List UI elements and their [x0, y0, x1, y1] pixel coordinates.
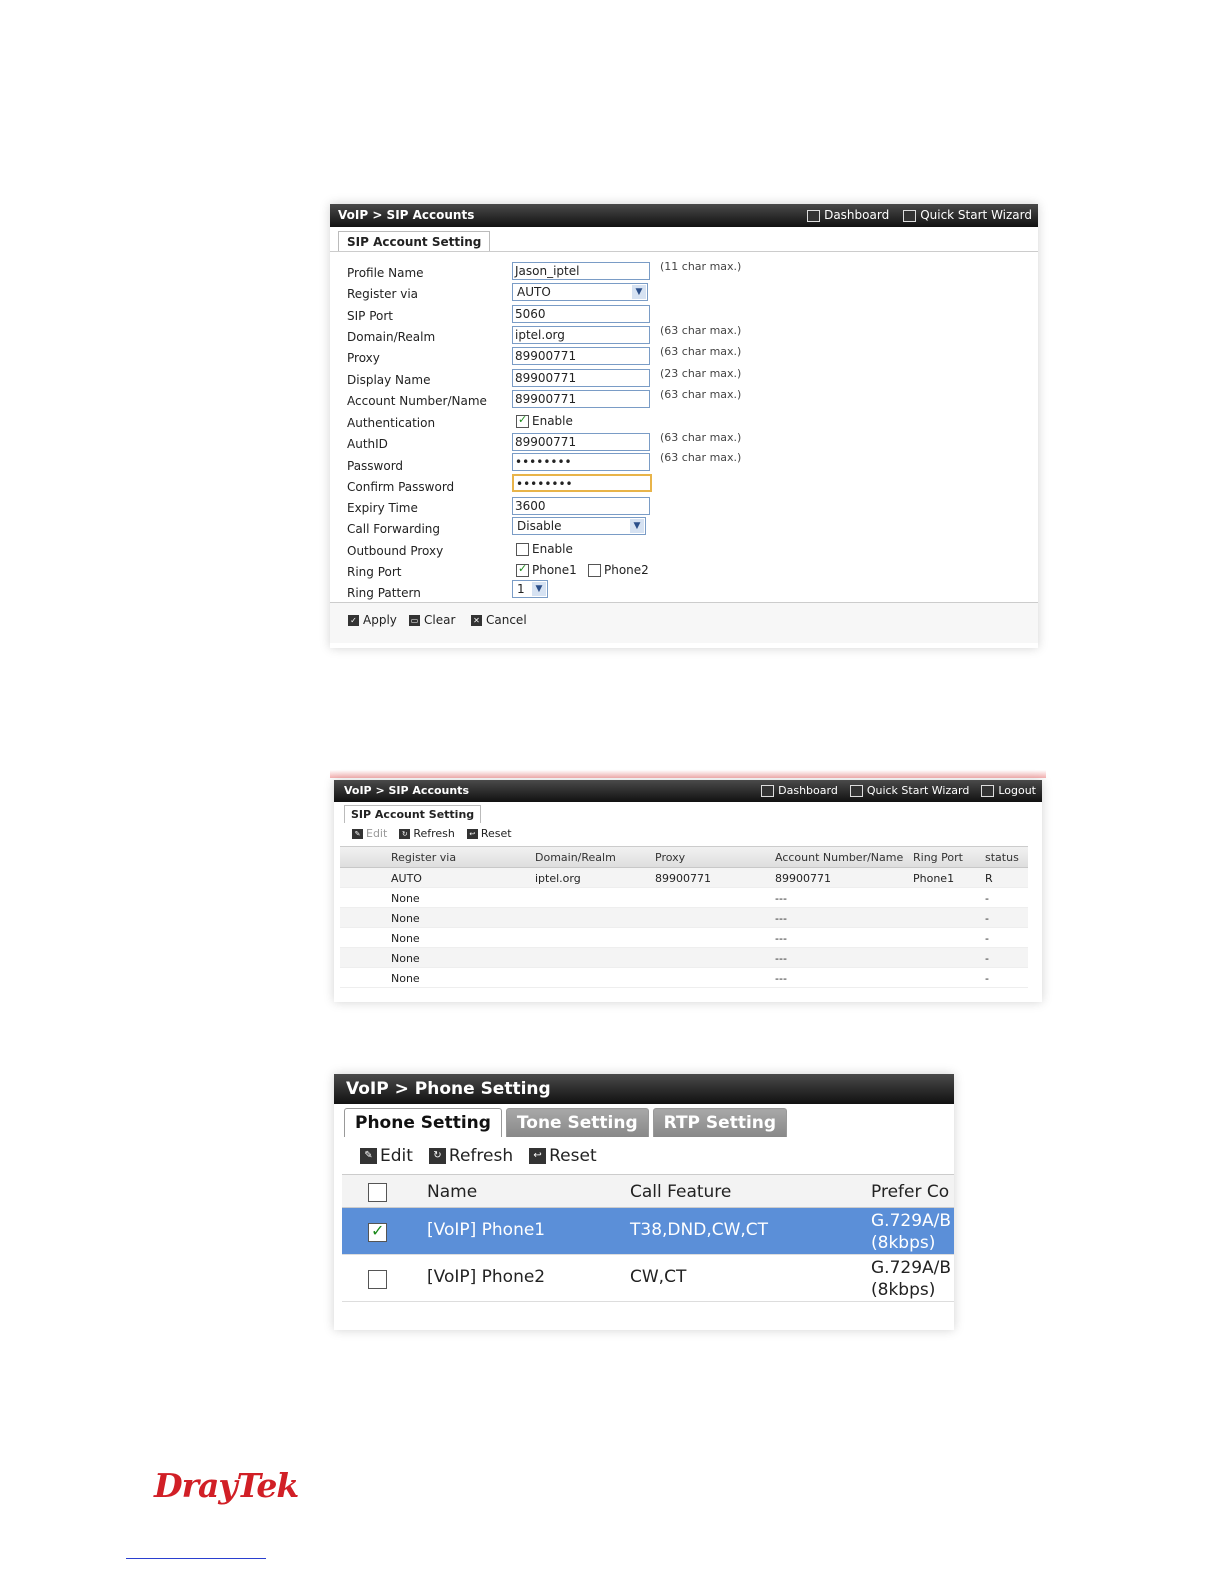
reset-label: Reset: [480, 827, 512, 840]
row-expiry: [347, 497, 1027, 518]
expiry-input[interactable]: 3600: [512, 497, 650, 515]
account-input[interactable]: 89900771: [512, 390, 650, 408]
checkbox-checked-icon: [516, 415, 529, 428]
cell-register-via: None: [391, 912, 420, 925]
cell-name: [VoIP] Phone2: [427, 1267, 546, 1287]
form-footer: [330, 602, 1038, 643]
label-sip-port: SIP Port: [347, 309, 393, 323]
dashboard-link[interactable]: [807, 204, 889, 227]
ring-port-phone2-checkbox[interactable]: [588, 563, 649, 577]
quick-start-wizard-link[interactable]: [903, 204, 1032, 227]
clear-icon: ▭: [410, 615, 419, 625]
cell-status: -: [985, 892, 989, 905]
clear-button[interactable]: [409, 613, 455, 627]
ring-pattern-value: 1: [517, 582, 525, 596]
checkbox-checked-icon: [516, 564, 529, 577]
title-bar: [334, 780, 1042, 802]
cell-status: -: [985, 932, 989, 945]
phone-tabs: [344, 1108, 787, 1137]
edit-button[interactable]: [360, 1146, 413, 1166]
cancel-label: Cancel: [486, 613, 527, 627]
cell-status: -: [985, 952, 989, 965]
cell-ring-port: Phone1: [913, 872, 955, 885]
hint-display-name: (23 char max.): [660, 367, 742, 380]
phone-table: [342, 1174, 954, 1302]
col-name[interactable]: Name: [427, 1182, 478, 1202]
ring-pattern-select[interactable]: [512, 580, 548, 598]
table-row[interactable]: [340, 948, 1028, 968]
call-forwarding-value: Disable: [517, 519, 562, 533]
row-confirm-password: [347, 474, 1027, 495]
row-profile-name: [347, 262, 1027, 283]
hint-account: (63 char max.): [660, 388, 742, 401]
cell-account: ---: [775, 912, 787, 925]
label-password: Password: [347, 459, 404, 473]
cell-name: [VoIP] Phone1: [427, 1220, 546, 1240]
label-authid: AuthID: [347, 437, 388, 451]
call-forwarding-select[interactable]: [512, 517, 646, 535]
cancel-button[interactable]: [471, 613, 527, 627]
col-ring-port[interactable]: Ring Port: [913, 851, 963, 864]
col-domain[interactable]: Domain/Realm: [535, 851, 616, 864]
phone-toolbar: [360, 1146, 597, 1166]
refresh-button[interactable]: [399, 827, 455, 840]
wizard-icon: [903, 210, 916, 222]
dashboard-link[interactable]: [761, 780, 838, 802]
tab-tone-setting[interactable]: Tone Setting: [506, 1108, 649, 1137]
tab-sip-account-setting[interactable]: SIP Account Setting: [344, 805, 481, 823]
table-row[interactable]: [342, 1208, 954, 1255]
wizard-label: Quick Start Wizard: [920, 208, 1032, 222]
label-outbound-proxy: Outbound Proxy: [347, 544, 444, 558]
phone1-option: Phone1: [532, 563, 577, 577]
outbound-proxy-option: Enable: [532, 542, 573, 556]
edit-label: Edit: [366, 827, 388, 840]
row-call-forwarding: [347, 517, 1027, 538]
cell-account: 89900771: [775, 872, 831, 885]
hint-authid: (63 char max.): [660, 431, 742, 444]
proxy-input[interactable]: 89900771: [512, 347, 650, 365]
form-area: [330, 251, 1038, 602]
phone2-option: Phone2: [604, 563, 649, 577]
checkbox-icon: [368, 1270, 387, 1289]
cell-register-via: None: [391, 952, 420, 965]
dashboard-icon: [761, 785, 774, 797]
label-proxy: Proxy: [347, 351, 380, 365]
row-authentication: [347, 412, 1027, 433]
label-ring-pattern: Ring Pattern: [347, 586, 421, 600]
refresh-button[interactable]: [429, 1146, 513, 1166]
label-confirm-password: Confirm Password: [347, 480, 455, 494]
label-profile-name: Profile Name: [347, 266, 424, 280]
hint-domain: (63 char max.): [660, 324, 742, 337]
cell-account: ---: [775, 892, 787, 905]
label-domain: Domain/Realm: [347, 330, 436, 344]
col-register-via[interactable]: Register via: [391, 851, 457, 864]
row-ring-pattern: [347, 580, 1027, 601]
clear-label: Clear: [424, 613, 456, 627]
refresh-label: Refresh: [448, 1146, 514, 1166]
breadcrumb: VoIP > Phone Setting: [346, 1079, 551, 1099]
check-icon: ✓: [348, 615, 359, 626]
sip-account-form-panel: [330, 204, 1038, 648]
cell-call-feature: CW,CT: [630, 1267, 687, 1287]
phone-setting-panel: [334, 1074, 954, 1330]
cell-codec: [871, 1210, 951, 1254]
display-name-input[interactable]: 89900771: [512, 369, 650, 387]
checkbox-checked-icon: [368, 1223, 387, 1242]
breadcrumb: VoIP > SIP Accounts: [338, 208, 475, 222]
chevron-down-icon: ▼: [632, 285, 646, 299]
dashboard-icon: [807, 210, 820, 222]
label-account: Account Number/Name: [347, 394, 487, 408]
ring-port-phone1-checkbox[interactable]: [516, 563, 577, 577]
draytek-logo: DrayTek: [154, 1466, 299, 1505]
table-row[interactable]: [340, 888, 1028, 908]
cell-status: -: [985, 912, 989, 925]
tab-rtp-setting[interactable]: RTP Setting: [653, 1108, 787, 1137]
table-row[interactable]: [340, 928, 1028, 948]
checkbox-icon: [588, 564, 601, 577]
cell-domain: iptel.org: [535, 872, 581, 885]
cell-account: ---: [775, 972, 787, 985]
footer-rule: [126, 1558, 266, 1559]
label-authentication: Authentication: [347, 416, 436, 430]
cell-codec: [871, 1257, 951, 1301]
row-checkbox[interactable]: [368, 1222, 387, 1242]
sip-accounts-table: [340, 846, 1028, 988]
hint-proxy: (63 char max.): [660, 345, 742, 358]
tab-phone-setting[interactable]: Phone Setting: [344, 1108, 502, 1137]
chevron-down-icon: ▼: [630, 519, 644, 533]
authentication-checkbox[interactable]: [516, 414, 573, 428]
col-status[interactable]: status: [985, 851, 1019, 864]
row-sip-port: [347, 305, 1027, 326]
row-domain: [347, 326, 1027, 347]
reset-button[interactable]: [529, 1146, 597, 1166]
row-register-via: [347, 283, 1027, 304]
row-password: [347, 453, 1027, 474]
title-bar: [334, 1074, 954, 1104]
row-checkbox[interactable]: [368, 1269, 387, 1289]
edit-label: Edit: [380, 1146, 413, 1166]
cell-call-feature: T38,DND,CW,CT: [630, 1220, 769, 1240]
profile-name-input[interactable]: Jason_iptel: [512, 262, 650, 280]
table-row[interactable]: [340, 868, 1028, 888]
logout-label: Logout: [998, 784, 1036, 797]
codec-line1: G.729A/B: [871, 1211, 952, 1231]
title-bar: [330, 204, 1038, 227]
logout-link[interactable]: [981, 780, 1036, 802]
outbound-proxy-checkbox[interactable]: [516, 542, 573, 556]
cell-register-via: AUTO: [391, 872, 422, 885]
cell-account: ---: [775, 952, 787, 965]
list-toolbar: [352, 827, 512, 840]
tab-sip-account-setting[interactable]: SIP Account Setting: [338, 231, 490, 252]
authid-input[interactable]: 89900771: [512, 433, 650, 451]
hint-password: (63 char max.): [660, 451, 742, 464]
checkbox-icon: [516, 543, 529, 556]
row-ring-port: [347, 561, 1027, 582]
logout-icon: [981, 785, 994, 797]
reset-icon: ↩: [467, 829, 478, 839]
row-outbound-proxy: [347, 540, 1027, 561]
cell-status: R: [985, 872, 993, 885]
codec-line2: (8kbps): [871, 1233, 936, 1253]
sip-accounts-list-panel: [334, 780, 1042, 1002]
confirm-password-input[interactable]: ••••••••: [512, 474, 652, 492]
col-proxy[interactable]: Proxy: [655, 851, 686, 864]
refresh-label: Refresh: [413, 827, 455, 840]
wizard-label: Quick Start Wizard: [866, 784, 970, 797]
table-row[interactable]: [340, 908, 1028, 928]
row-proxy: [347, 347, 1027, 368]
table-body: [340, 868, 1028, 988]
reset-button[interactable]: [467, 827, 512, 840]
select-all-checkbox[interactable]: [368, 1182, 387, 1202]
codec-line2: (8kbps): [871, 1280, 936, 1300]
table-header: [340, 846, 1028, 868]
reset-label: Reset: [549, 1146, 597, 1166]
table-row[interactable]: [342, 1255, 954, 1302]
checkbox-icon: [368, 1183, 387, 1202]
wizard-icon: [850, 785, 863, 797]
register-via-value: AUTO: [517, 285, 551, 299]
reset-icon: ↩: [529, 1148, 546, 1164]
cell-status: -: [985, 972, 989, 985]
cell-register-via: None: [391, 892, 420, 905]
cell-proxy: 89900771: [655, 872, 711, 885]
label-ring-port: Ring Port: [347, 565, 402, 579]
label-display-name: Display Name: [347, 373, 431, 387]
quick-start-wizard-link[interactable]: [850, 780, 970, 802]
cell-account: ---: [775, 932, 787, 945]
col-call-feature[interactable]: Call Feature: [630, 1182, 732, 1202]
label-call-forwarding: Call Forwarding: [347, 522, 441, 536]
table-row[interactable]: [340, 968, 1028, 988]
edit-icon: ✎: [352, 829, 363, 839]
col-account[interactable]: Account Number/Name: [775, 851, 904, 864]
row-display-name: [347, 369, 1027, 390]
edit-icon: ✎: [360, 1148, 377, 1164]
refresh-icon: ↻: [399, 829, 410, 839]
apply-button[interactable]: [348, 613, 397, 627]
row-account: [347, 390, 1027, 411]
register-via-select[interactable]: [512, 283, 648, 301]
col-prefer-codec[interactable]: Prefer Co: [871, 1182, 950, 1202]
breadcrumb: VoIP > SIP Accounts: [344, 784, 469, 797]
refresh-icon: ↻: [429, 1148, 446, 1164]
dashboard-label: Dashboard: [824, 208, 890, 222]
cell-register-via: None: [391, 932, 420, 945]
authentication-option: Enable: [532, 414, 573, 428]
edit-button[interactable]: [352, 827, 387, 840]
hint-profile-name: (11 char max.): [660, 260, 742, 273]
chevron-down-icon: ▼: [532, 582, 546, 596]
dashboard-label: Dashboard: [778, 784, 838, 797]
sip-port-input[interactable]: 5060: [512, 305, 650, 323]
apply-label: Apply: [363, 613, 397, 627]
codec-line1: G.729A/B: [871, 1258, 952, 1278]
label-register-via: Register via: [347, 287, 419, 301]
table-header: [342, 1174, 954, 1208]
domain-input[interactable]: iptel.org: [512, 326, 650, 344]
close-icon: ✕: [471, 615, 482, 626]
cell-register-via: None: [391, 972, 420, 985]
label-expiry: Expiry Time: [347, 501, 418, 515]
password-input[interactable]: ••••••••: [512, 453, 650, 471]
